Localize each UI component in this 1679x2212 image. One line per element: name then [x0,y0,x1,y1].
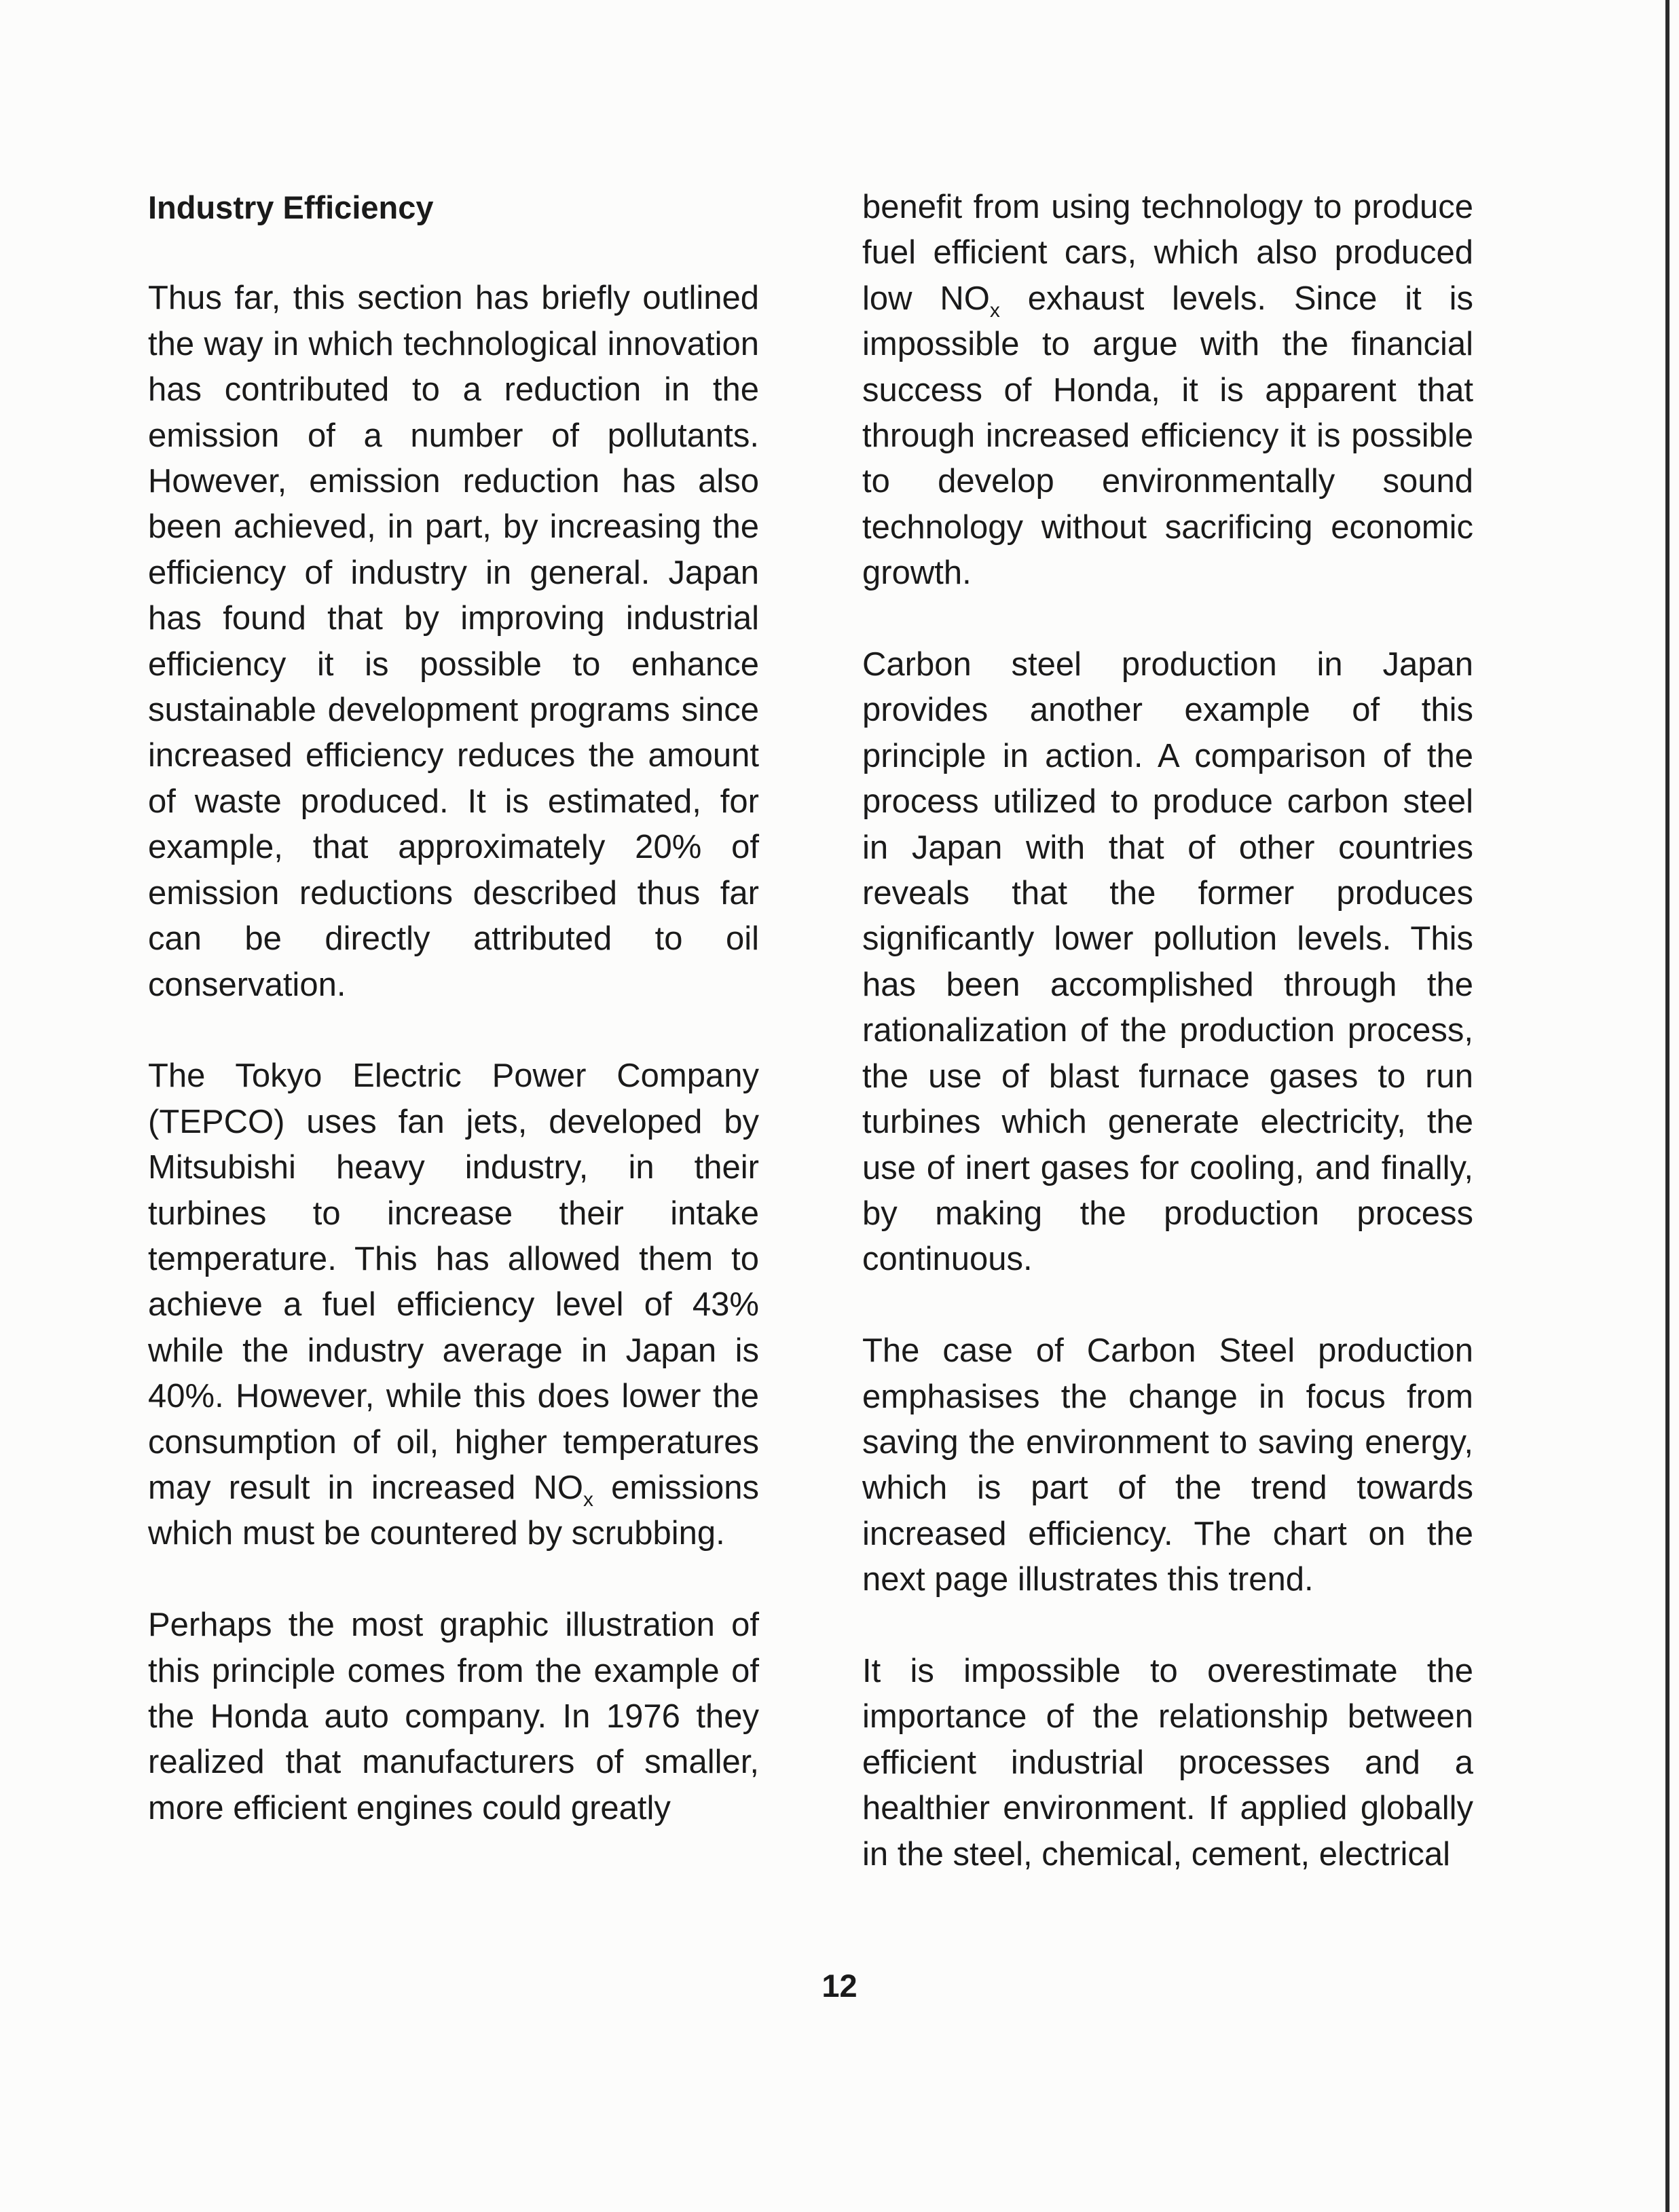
subscript-x: x [583,1488,594,1511]
paragraph-industry-efficiency: Thus far, this section has briefly outlined the way in which technological innovation has contributed to a reduction in the emission of a number of pollutants. However, emission reduction has also been achieved, in part, by increasing the efficiency of industry in general. Japan has found that by improving industrial efficiency it is possible to enhance sustainable development programs since increased efficiency reduces the amount of waste produced. It is estimated, for example, that approximately 20% of emission reductions described thus far can be directly attributed to oil conservation. [148,280,759,1003]
paragraph-honda-continued: benefit from using technology to produce fuel efficient cars, which also produced low $NO_x$ exhaust levels. Since it is impossible to argue with the financial success of Honda, it is apparent that through increased efficiency it is possible to develop environmentally sound technology without sacrificing economic growth. [862,189,1473,592]
paragraph-industrial-processes: It is impossible to overestimate the importance of the relationship between efficient industrial processes and a healthier environment. If applied globally in the steel, chemical, cement, electrical [862,1652,1473,1873]
section-heading: Industry Efficiency [148,189,434,225]
paragraph-honda-intro: Perhaps the most graphic illustration of this principle comes from the example of the Honda auto company. In 1976 they realized that manufacturers of smaller, more efficient engines could greatly [148,1607,759,1826]
paragraph-tepco: The Tokyo Electric Power Company (TEPCO) uses fan jets, developed by Mitsubishi heavy industry, in their turbines to increase their intake temperature. This has allowed them to achieve a fuel efficiency level of 43% while the industry average in Japan is 40%. However, while this does lower the consumption of oil, higher temperatures may result in increased $NO_x$ emissions which must be countered by scrubbing. [148,1057,759,1552]
right-column [862,185,1473,1923]
paragraph-carbon-steel: Carbon steel production in Japan provides another example of this principle in action. A comparison of the process utilized to produce carbon steel in Japan with that of other countries reveals that the former produces significantly lower pollution levels. This has been accomplished through the rationalization of the production process, the use of blast furnace gases to run turbines which generate electricity, the use of inert gases for cooling, and finally, by making the production process continuous. [862,646,1473,1278]
subscript-x: x [989,299,1000,322]
page-number: 12 [822,1968,857,2004]
page-edge-border [1665,0,1669,2212]
left-column [148,185,759,1877]
paragraph-carbon-steel-case: The case of Carbon Steel production emphasises the change in focus from saving the environment to saving energy, which is part of the trend towards increased efficiency. The chart on the next page illustrates this trend. [862,1332,1473,1598]
